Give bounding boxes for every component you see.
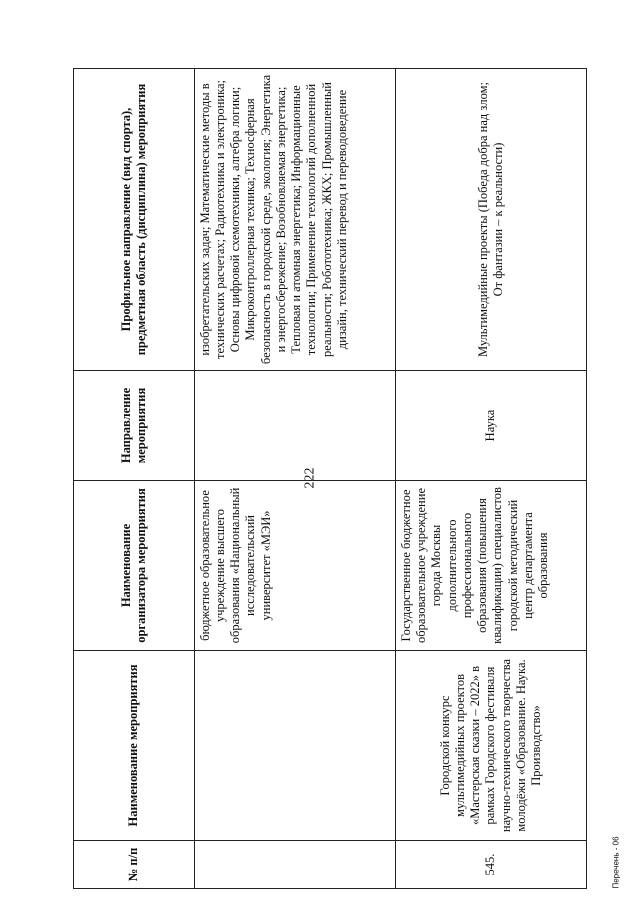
cell-direction: Наука xyxy=(395,371,586,481)
cell-organizer: бюджетное образовательное учреждение высшего образования «Национальный исследовательский университет «МЭИ» xyxy=(194,481,395,651)
header-num: № п/п xyxy=(74,841,195,889)
footer-note: Перечень - 06 xyxy=(611,836,621,889)
events-table-wrapper xyxy=(73,69,587,889)
cell-num: 545. xyxy=(395,841,586,889)
header-profile: Профильное направление (вид спорта), предметная область (дисциплина) мероприятия xyxy=(74,69,195,371)
header-direction: Направление мероприятия xyxy=(74,371,195,481)
cell-direction xyxy=(194,371,395,481)
cell-profile: изобретательских задач; Математические методы в технических расчетах; Радиотехника и электроника; Основы цифровой схемотехники, алгебра логики; Микроконтроллерная техника; Техносферная безопасность в городской среде, экология; Энергетика и энергосбережение; Возобновляемая энергетика; Тепловая и атомная энергетика; Информационные технологии; Применение технологий дополненной реальности; Робототехника; ЖКХ; Промышленный дизайн, технический перевод и переводоведение xyxy=(194,69,395,371)
events-table xyxy=(73,68,587,889)
page-number: 222 xyxy=(302,467,318,489)
cell-organizer: Государственное бюджетное образовательное учреждение города Москвы дополнительного профессионального образования (повышения квалификации) специалистов городской методический центр департамента образования xyxy=(395,481,586,651)
header-event-name: Наименование мероприятия xyxy=(74,651,195,841)
cell-event-name xyxy=(194,651,395,841)
cell-num xyxy=(194,841,395,889)
table-row xyxy=(395,69,586,889)
header-organizer: Наименование организатора мероприятия xyxy=(74,481,195,651)
cell-profile: Мультимедийные проекты (Победа добра над злом; От фантазии – к реальности) xyxy=(395,69,586,371)
cell-event-name: Городской конкурс мультимедийных проектов «Мастерская сказки – 2022» в рамках Городского фестиваля научно-технического творчества молодёжи «Образование. Наука. Производство» xyxy=(395,651,586,841)
table-row xyxy=(194,69,395,889)
table-header-row xyxy=(74,69,195,889)
